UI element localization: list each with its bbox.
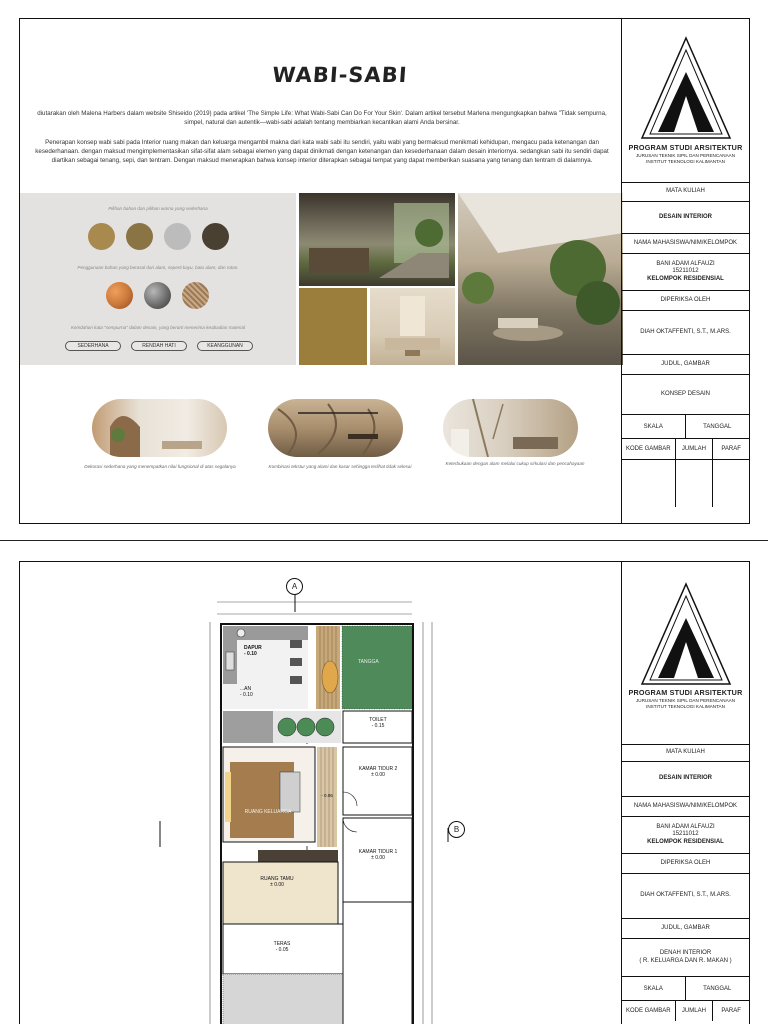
photo-living-room-art [370,288,455,365]
checked-label: DIPERIKSA OLEH [622,291,749,311]
tag-sederhana: SEDERHANA [65,341,121,351]
pill-image-2-art [268,399,403,457]
title-block [621,19,749,523]
room-teras [262,941,302,953]
scale-date-row [622,415,749,439]
student-info-2 [622,817,749,854]
sheet-separator [0,540,768,541]
code-value-cell [622,460,676,507]
room-kamar-1 [347,849,409,861]
code-row [622,439,749,459]
room-dapur-name: DAPUR [244,645,262,651]
title-block-logo-area [622,19,749,183]
scale-label: SKALA [622,415,686,438]
sign-label-2: PARAF [721,1008,741,1014]
drawing-title-2-line2: ( R. KELUARGA DAN R. MAKAN ) [639,957,732,964]
room-keluarga-level: - 0.06 [321,793,333,798]
room-kamar-2-level: ± 0.00 [371,772,385,778]
student-label-2: NAMA MAHASISWA/NIM/KELOMPOK [622,797,749,817]
student-nim: 15211012 [672,268,699,275]
caption-materials: Penggunaan bahan yang berasal dari alam, seperti kayu, batu alam, dan rotan. [77,265,239,270]
material-wood [106,282,133,309]
color-swatch-mustard [299,288,367,365]
department-name-2 [622,698,749,710]
title-block-2-logo-area [622,562,749,745]
sheet-floorplan [19,561,750,1024]
drawing-title: KONSEP DESAIN [622,375,749,415]
section-marker-b: B [448,821,465,838]
room-kamar-1-name: KAMAR TIDUR 1 [358,849,398,855]
drawing-label-2: JUDUL, GAMBAR [622,919,749,939]
room-teras-level: - 0.05 [275,947,289,953]
scale-label-2: SKALA [622,977,686,1000]
room-dapur-level: - 0.10 [244,651,257,657]
department: JURUSAN TEKNIK SIPIL DAN PERENCANAAN [635,153,736,158]
institute-2: INSTITUT TEKNOLOGI KALIMANTAN [646,704,725,709]
program-name: PROGRAM STUDI ARSITEKTUR [628,143,743,152]
course-label-2: MATA KULIAH [622,745,749,762]
code-row-values [622,459,749,507]
tag-rendah-hati: RENDAH HATI [131,341,187,351]
program-name-2: PROGRAM STUDI ARSITEKTUR [628,688,743,697]
room-kamar-1-level: ± 0.00 [371,855,385,861]
count-label: JUMLAH [676,439,714,459]
photo-interior-stairs-art [299,193,455,286]
photo-garden-atrium-art [458,193,623,365]
room-makan-name: ...AN [240,686,252,692]
pill-image-1-art [92,399,227,457]
caption-image-2: Kombinasi tekstur yang alami dan kasar sehingga terlihat tidak selesai [268,464,412,469]
room-tamu-level: ± 0.00 [270,882,284,888]
student-group-2: KELOMPOK RESIDENSIAL [647,838,724,845]
drawing-title-2-block [622,939,749,977]
pill-image-3 [443,399,578,457]
concept-paragraph-1: diutarakan oleh Malena Harbers dalam website Shiseido (2019) pada artikel 'The Simple Life: What Wabi-Sabi Can Do For Your Skin'. Dalam artikel tersebut Marlena mengungkapkan bahwa "Tidak sempurna, simpel, natural dan autentik—wabi-sabi adalah tentang membiarkan kecantikan alami Anda bersinar. [37,110,607,127]
room-teras-name: TERAS [273,941,291,947]
section-marker-a: A [286,578,303,595]
room-keluarga-name: RUANG KELUARGA [244,809,292,815]
sheet-concept [19,18,750,524]
room-makan [240,686,253,698]
concept-panel [20,19,623,523]
room-dapur [244,645,262,657]
caption-image-3: Keterbukaan dengan alam melalui cukup sirkulasi dan pencahayaan [445,461,585,466]
student-name-2: BANI ADAM ALFAUZI [656,823,715,830]
room-tamu [252,876,302,888]
checker-name-2: DIAH OKTAFFENTI, S.T., M.ARS. [622,874,749,919]
count-value-cell [676,460,714,507]
material-stone [144,282,171,309]
code-label: KODE GAMBAR [622,439,676,459]
department-name [622,153,749,165]
scale-date-row-2 [622,977,749,1001]
floorplan-panel [20,562,623,1024]
student-nim-2: 15211012 [672,831,699,838]
room-toilet-name: TOILET [369,717,387,723]
student-name: BANI ADAM ALFAUZI [656,260,715,267]
swatch-olive [126,223,153,250]
pill-image-2 [268,399,403,457]
pill-image-1 [92,399,227,457]
room-toilet-level: - 0.15 [371,723,385,729]
moodboard [20,193,296,365]
sign-label: PARAF [721,446,741,452]
sign-value-cell [713,460,749,507]
room-garden-label: TANGGA [358,659,379,665]
caption-colors: Pilihan bahan dan pilihan warna yang sederhana [108,206,208,211]
student-info [622,254,749,291]
swatch-grey [164,223,191,250]
date-label: TANGGAL [703,423,732,430]
material-rattan [182,282,209,309]
title-block-2 [621,562,749,1024]
concept-paragraph-2: Penerapan konsep wabi sabi pada Interior ruang makan dan keluarga mengambil makna dari kata wabi sabi itu sendiri, yaitu wabi yang bermaksud menikmati kehidupan, mengacu pada ketenangan dan kesederhanaan. dengan maksud mengimplementasikan sifat-sifat alam sebagai elemen yang dapat dinikmati dengan ketenangan dan kesederhanaan dalam desain interiornya. sedangkan sabi itu sendiri dapat diartikan sebagai tenang, sepi, dan tentram. Dengan maksud menerapkan bahwa konsep interior diterapkan sebagai tempat yang dapat memberikan suasana yang tenang dan tentram di dalamnya. [35,139,609,165]
room-kamar-2 [347,766,409,778]
room-tamu-name: RUANG TAMU [260,876,294,882]
photo-interior-stairs [299,193,455,286]
drawing-label: JUDUL, GAMBAR [622,355,749,375]
institute: INSTITUT TEKNOLOGI KALIMANTAN [646,159,725,164]
institute-logo-icon [640,582,732,686]
code-label-2: KODE GAMBAR [622,1001,676,1021]
swatch-dark-brown [202,223,229,250]
swatch-gold [88,223,115,250]
checker-name: DIAH OKTAFFENTI, S.T., M.ARS. [622,311,749,355]
checked-label-2: DIPERIKSA OLEH [622,854,749,874]
caption-image-1: Dekorasi sederhana yang menempatkan nilai fungsional di atas segalanya [84,464,236,469]
course-value: DESAIN INTERIOR [622,202,749,234]
caption-keywords: Keindahan kata "sempurna" dalam desain, yang berarti menerima keabadian material [70,325,246,330]
pill-image-3-art [443,399,578,457]
student-label: NAMA MAHASISWA/NIM/KELOMPOK [622,234,749,254]
room-toilet [360,717,396,729]
photo-garden-atrium [458,193,623,365]
student-group: KELOMPOK RESIDENSIAL [647,275,724,282]
tag-keanggunan: KEANGGUNAN [197,341,253,351]
photo-living-room [370,288,455,365]
date-label-2: TANGGAL [703,985,732,992]
course-label: MATA KULIAH [622,183,749,202]
count-label-2: JUMLAH [676,1001,714,1021]
room-keluarga [232,809,304,815]
room-kamar-2-name: KAMAR TIDUR 2 [358,766,398,772]
institute-logo-icon [640,36,732,140]
room-makan-level: - 0.10 [240,692,253,698]
department-2: JURUSAN TEKNIK SIPIL DAN PERENCANAAN [635,698,736,703]
code-row-2 [622,1001,749,1021]
concept-title: WABI-SABI [271,63,409,87]
course-value-2: DESAIN INTERIOR [622,762,749,797]
drawing-title-2-line1: DENAH INTERIOR [659,950,712,956]
